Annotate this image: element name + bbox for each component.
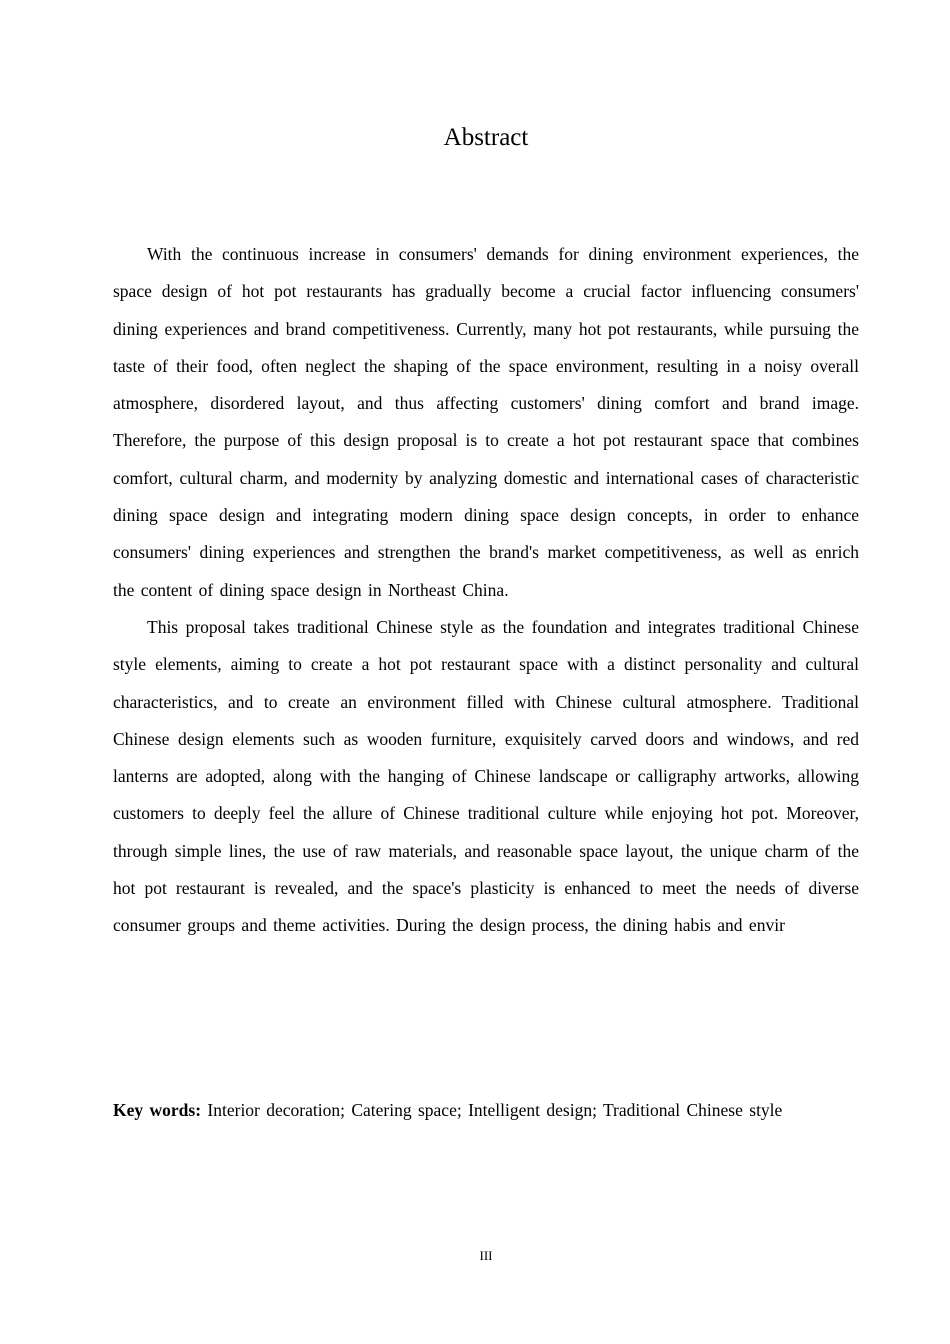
page-number: III — [479, 1248, 493, 1263]
abstract-paragraph-1: With the continuous increase in consumers' demands for dining environment experiences, the space design of hot pot restaurants has gradually become a crucial factor influencing consumers' dining experiences and brand competitiveness. Currently, many hot pot restaurants, while pursuing the taste of their food, often neglect the shaping of the space environment, resulting in a noisy overall atmosphere, disordered layout, and thus affecting customers' dining comfort and brand image. Therefore, the purpose of this design proposal is to create a hot pot restaurant space that combines comfort, cultural charm, and modernity by analyzing domestic and international cases of characteristic dining space design and integrating modern dining space design concepts, in order to enhance consumers' dining experiences and strengthen the brand's market competitiveness, as well as enrich the content of dining space design in Northeast China. — [113, 244, 859, 600]
keywords-label: Key words: — [113, 1100, 202, 1120]
abstract-paragraph-2: This proposal takes traditional Chinese style as the foundation and integrates traditional Chinese style elements, aiming to create a hot pot restaurant space with a distinct personality and cultural characteristics, and to create an environment filled with Chinese cultural atmosphere. Traditional Chinese design elements such as wooden furniture, exquisitely carved doors and windows, and red lanterns are adopted, along with the hanging of Chinese landscape or calligraphy artworks, allowing customers to deeply feel the allure of Chinese traditional culture while enjoying hot pot. Moreover, through simple lines, the use of raw materials, and reasonable space layout, the unique charm of the hot pot restaurant is revealed, and the space's plasticity is enhanced to meet the needs of diverse consumer groups and theme activities. During the design process, the dining habis and envir — [113, 616, 859, 936]
abstract-title: Abstract — [443, 124, 529, 151]
keywords-line — [113, 1092, 859, 1129]
abstract-body — [113, 236, 859, 945]
keywords-text: Interior decoration; Catering space; Intelligent design; Traditional Chinese style — [207, 1100, 783, 1120]
